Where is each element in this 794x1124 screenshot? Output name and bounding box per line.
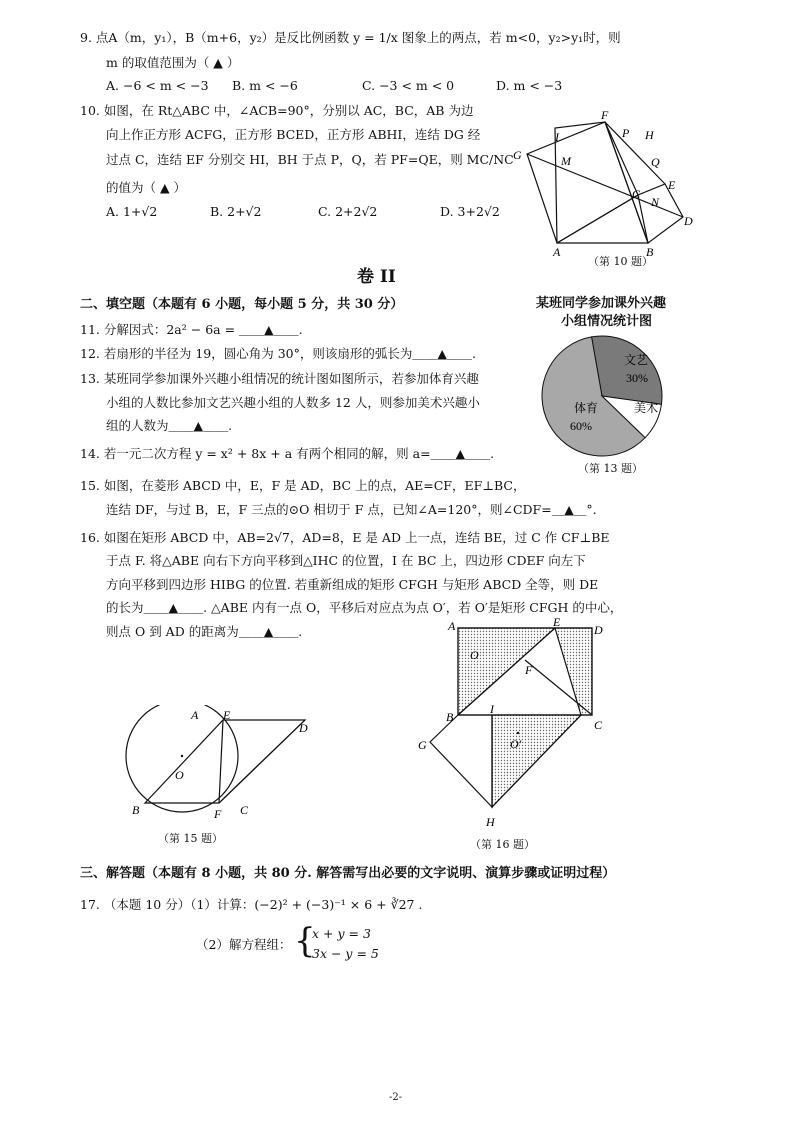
q10-line4: 的值为（ ▲ ） <box>106 180 187 195</box>
q15-label-o: O <box>175 768 184 782</box>
q10-label-h: H <box>645 128 654 142</box>
q15-label-e: E <box>223 708 231 722</box>
q10-label-d: D <box>684 214 693 228</box>
q16-line5: 则点 O 到 AD 的距离为＿＿▲＿＿. <box>106 624 303 639</box>
q16-label-h: H <box>486 815 495 829</box>
q10-label-c: C <box>632 187 641 201</box>
q16-figure <box>410 612 620 837</box>
q10-option-a: A. 1+√2 <box>106 204 158 219</box>
q10-line1: 10. 如图，在 Rt△ABC 中，∠ACB=90°，分别以 AC，BC，AB 为边 <box>80 103 474 118</box>
pie-caption: （第 13 题） <box>578 462 643 475</box>
pie-label-wenyi: 文艺 <box>624 353 649 367</box>
pie-value-wenyi: 30% <box>626 371 648 385</box>
q15-label-c: C <box>240 803 249 817</box>
q9-line1: 9. 点A（m，y₁），B（m+6，y₂）是反比例函数 y = 1/x 图象上的两点，若 m<0，y₂>y₁时，则 <box>80 30 621 45</box>
q10-label-i: I <box>555 130 559 144</box>
q15-line1: 15. 如图，在菱形 ABCD 中，E，F 是 AD，BC 上的点，AE=CF，EF⊥BC， <box>80 478 526 493</box>
q10-line3: 过点 C，连结 EF 分别交 HI，BH 于点 P，Q，若 PF=QE，则 MC/NC <box>106 152 514 167</box>
q15-label-f: F <box>214 807 222 821</box>
q10-label-n: N <box>651 195 660 209</box>
q10-option-b: B. 2+√2 <box>210 204 262 219</box>
page-number: -2- <box>389 1092 403 1103</box>
q15-line2: 连结 DF，与过 B，E，F 三点的⊙O 相切于 F 点，已知∠A=120°，则∠CDF=＿▲＿°. <box>106 502 597 517</box>
q16-label-o: O <box>470 648 479 662</box>
q16-label-a: A <box>448 619 456 633</box>
q16-label-e: E <box>553 615 561 629</box>
pie-title-line2: 小组情况统计图 <box>561 314 653 329</box>
q11: 11. 分解因式：2a² − 6a = ＿＿▲＿＿. <box>80 322 303 337</box>
q13-line2: 小组的人数比参加文艺兴趣小组的人数多 12 人，则参加美术兴趣小 <box>106 395 480 410</box>
section2-heading: 二、填空题（本题有 6 小题，每小题 5 分，共 30 分） <box>80 297 404 312</box>
q10-label-f: F <box>601 108 609 122</box>
q10-caption: （第 10 题） <box>588 255 653 268</box>
q16-line4: 的长为＿＿▲＿＿. △ABE 内有一点 O，平移后对应点为点 O′，若 O′是矩形 CFGH 的中心， <box>106 600 623 615</box>
q10-label-p: P <box>622 126 630 140</box>
q10-option-d: D. 3+2√2 <box>440 204 500 219</box>
q15-label-d: D <box>299 721 308 735</box>
q16-label-c: C <box>594 718 603 732</box>
q10-label-e: E <box>668 178 676 192</box>
q16-line3: 方向平移到四边形 HIBG 的位置. 若重新组成的矩形 CFGH 与矩形 ABCD 全等，则 DE <box>106 577 599 592</box>
q16-label-f: F <box>525 663 533 677</box>
q16-caption: （第 16 题） <box>470 838 535 851</box>
q16-label-i: I <box>490 702 494 716</box>
q10-label-a: A <box>553 245 561 259</box>
q10-line2: 向上作正方形 ACFG，正方形 BCED，正方形 ABHI，连结 DG 经 <box>106 127 481 142</box>
q16-label-g: G <box>418 738 427 752</box>
q16-line1: 16. 如图在矩形 ABCD 中，AB=2√7，AD=8，E 是 AD 上一点，连结 BE，过 C 作 CF⊥BE <box>80 530 610 545</box>
q17-eq1: x + y = 3 <box>312 926 371 941</box>
pie-label-tiyu: 体育 <box>574 401 599 415</box>
q9-line2: m 的取值范围为（ ▲ ） <box>106 55 240 70</box>
q10-label-m: M <box>561 154 571 168</box>
q15-figure <box>125 705 325 825</box>
pie-label-meishu: 美术 <box>634 401 659 415</box>
section3-heading: 三、解答题（本题有 8 小题，共 80 分. 解答需写出必要的文字说明、演算步骤或证明过程） <box>80 866 616 881</box>
q9-option-b: B. m < −6 <box>232 78 298 93</box>
q10-label-b: B <box>646 245 654 259</box>
q16-label-b: B <box>446 710 454 724</box>
part2-title: 卷 II <box>357 267 396 287</box>
q13-line1: 13. 某班同学参加课外兴趣小组情况的统计图如图所示，若参加体育兴趣 <box>80 371 479 386</box>
q16-label-d: D <box>594 623 603 637</box>
q17-part2-label: （2）解方程组： <box>196 937 292 952</box>
pie-value-tiyu: 60% <box>570 419 592 433</box>
q17-eq2: 3x − y = 5 <box>312 946 379 961</box>
q15-caption: （第 15 题） <box>158 832 223 845</box>
q9-option-a: A. −6 < m < −3 <box>106 78 209 93</box>
pie-chart <box>536 332 672 462</box>
pie-title-line1: 某班同学参加课外兴趣 <box>536 296 667 311</box>
q15-label-a: A <box>191 708 199 722</box>
q16-label-o-prime: O′ <box>510 737 522 751</box>
q15-label-b: B <box>132 803 140 817</box>
q9-option-c: C. −3 < m < 0 <box>362 78 455 93</box>
q12: 12. 若扇形的半径为 19，圆心角为 30°，则该扇形的弧长为＿＿▲＿＿. <box>80 346 476 361</box>
q10-label-g: G <box>513 148 522 162</box>
q13-line3: 组的人数为＿＿▲＿＿. <box>106 418 233 433</box>
q17-line1: 17. （本题 10 分）（1）计算：(−2)² + (−3)⁻¹ × 6 + ∛27 . <box>80 897 423 912</box>
q10-label-q: Q <box>651 155 660 169</box>
q14: 14. 若一元二次方程 y = x² + 8x + a 有两个相同的解，则 a=＿＿▲＿＿. <box>80 446 495 461</box>
q10-option-c: C. 2+2√2 <box>318 204 378 219</box>
q9-option-d: D. m < −3 <box>496 78 563 93</box>
q10-figure <box>505 105 705 260</box>
q16-line2: 于点 F. 将△ABE 向右下方向平移到△IHC 的位置，I 在 BC 上，四边形 CDEF 向左下 <box>106 553 586 568</box>
q17-system-brace: { <box>294 921 316 961</box>
